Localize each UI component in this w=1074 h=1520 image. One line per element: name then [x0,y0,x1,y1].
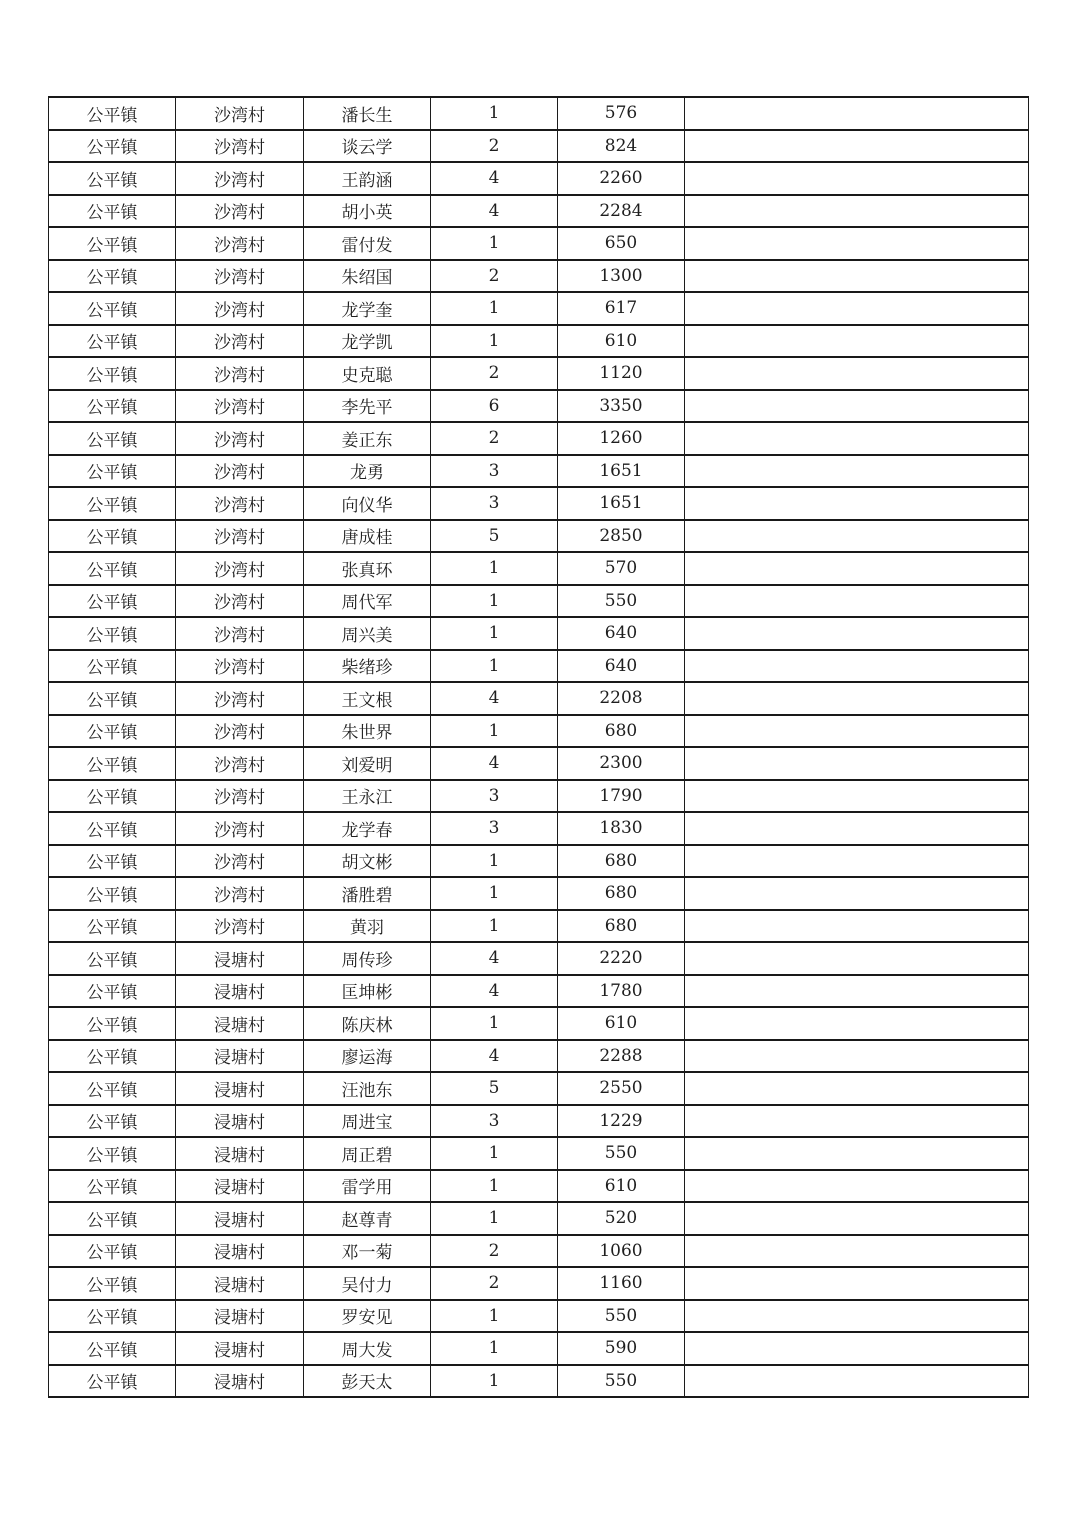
cell-name: 周正碧 [304,1137,431,1170]
cell-note [685,682,1029,715]
cell-town: 公平镇 [49,747,176,780]
cell-amount: 824 [558,130,685,163]
cell-note [685,975,1029,1008]
cell-village: 浸塘村 [176,1007,304,1040]
cell-note [685,585,1029,618]
cell-name: 王永江 [304,780,431,813]
cell-amount: 650 [558,227,685,260]
cell-name: 唐成桂 [304,520,431,553]
cell-count: 3 [431,455,558,488]
cell-amount: 550 [558,1300,685,1333]
cell-note [685,1332,1029,1365]
cell-count: 2 [431,260,558,293]
cell-name: 汪池东 [304,1072,431,1105]
cell-note [685,845,1029,878]
cell-village: 浸塘村 [176,1267,304,1300]
cell-count: 1 [431,1170,558,1203]
cell-note [685,520,1029,553]
table-row [49,780,1029,813]
cell-count: 3 [431,780,558,813]
cell-amount: 520 [558,1202,685,1235]
table-row [49,975,1029,1008]
cell-amount: 1830 [558,812,685,845]
cell-village: 浸塘村 [176,1202,304,1235]
cell-town: 公平镇 [49,520,176,553]
cell-name: 史克聪 [304,357,431,390]
cell-town: 公平镇 [49,260,176,293]
cell-name: 吴付力 [304,1267,431,1300]
cell-name: 李先平 [304,390,431,423]
cell-town: 公平镇 [49,1137,176,1170]
cell-town: 公平镇 [49,1332,176,1365]
cell-note [685,552,1029,585]
table-row [49,910,1029,943]
cell-amount: 590 [558,1332,685,1365]
table-row [49,1040,1029,1073]
cell-amount: 680 [558,845,685,878]
cell-village: 沙湾村 [176,682,304,715]
cell-count: 2 [431,357,558,390]
table-row [49,552,1029,585]
cell-name: 谈云学 [304,130,431,163]
table-row [49,585,1029,618]
cell-note [685,1365,1029,1398]
cell-town: 公平镇 [49,1105,176,1138]
table-row [49,1170,1029,1203]
cell-town: 公平镇 [49,715,176,748]
cell-name: 龙学春 [304,812,431,845]
table-row [49,1137,1029,1170]
cell-count: 3 [431,487,558,520]
cell-count: 4 [431,942,558,975]
cell-note [685,97,1029,130]
cell-village: 沙湾村 [176,715,304,748]
cell-town: 公平镇 [49,422,176,455]
cell-town: 公平镇 [49,97,176,130]
table-row [49,130,1029,163]
cell-village: 浸塘村 [176,1170,304,1203]
cell-town: 公平镇 [49,1300,176,1333]
cell-town: 公平镇 [49,325,176,358]
cell-amount: 640 [558,617,685,650]
table-row [49,390,1029,423]
table-row [49,1105,1029,1138]
cell-count: 1 [431,227,558,260]
cell-count: 1 [431,1007,558,1040]
cell-note [685,1007,1029,1040]
cell-town: 公平镇 [49,1235,176,1268]
cell-village: 沙湾村 [176,455,304,488]
cell-town: 公平镇 [49,1007,176,1040]
table-row [49,162,1029,195]
cell-count: 4 [431,1040,558,1073]
cell-note [685,780,1029,813]
cell-note [685,1300,1029,1333]
cell-name: 龙学奎 [304,292,431,325]
cell-name: 张真环 [304,552,431,585]
cell-count: 1 [431,97,558,130]
cell-name: 向仪华 [304,487,431,520]
cell-village: 浸塘村 [176,1300,304,1333]
cell-town: 公平镇 [49,357,176,390]
cell-note [685,715,1029,748]
cell-village: 沙湾村 [176,487,304,520]
table-row [49,715,1029,748]
cell-count: 5 [431,1072,558,1105]
cell-amount: 1120 [558,357,685,390]
table-row [49,422,1029,455]
cell-name: 胡文彬 [304,845,431,878]
cell-village: 浸塘村 [176,1105,304,1138]
cell-village: 沙湾村 [176,520,304,553]
cell-name: 廖运海 [304,1040,431,1073]
cell-town: 公平镇 [49,1040,176,1073]
cell-note [685,357,1029,390]
cell-town: 公平镇 [49,617,176,650]
cell-town: 公平镇 [49,390,176,423]
table-row [49,682,1029,715]
cell-amount: 2300 [558,747,685,780]
cell-name: 王文根 [304,682,431,715]
cell-name: 周大发 [304,1332,431,1365]
cell-note [685,130,1029,163]
cell-village: 沙湾村 [176,227,304,260]
cell-town: 公平镇 [49,877,176,910]
cell-amount: 1300 [558,260,685,293]
cell-count: 1 [431,1202,558,1235]
cell-village: 沙湾村 [176,325,304,358]
cell-count: 5 [431,520,558,553]
cell-town: 公平镇 [49,227,176,260]
table-row [49,292,1029,325]
cell-amount: 1651 [558,487,685,520]
cell-village: 沙湾村 [176,650,304,683]
cell-note [685,227,1029,260]
cell-name: 胡小英 [304,195,431,228]
records-table-body [49,97,1029,1397]
table-row [49,487,1029,520]
cell-note [685,1072,1029,1105]
table-row [49,357,1029,390]
cell-note [685,292,1029,325]
cell-village: 浸塘村 [176,1040,304,1073]
cell-amount: 2850 [558,520,685,553]
cell-town: 公平镇 [49,292,176,325]
cell-town: 公平镇 [49,845,176,878]
cell-count: 3 [431,1105,558,1138]
cell-note [685,650,1029,683]
cell-amount: 1229 [558,1105,685,1138]
cell-count: 2 [431,1267,558,1300]
cell-amount: 550 [558,1365,685,1398]
cell-note [685,942,1029,975]
cell-town: 公平镇 [49,455,176,488]
cell-name: 雷付发 [304,227,431,260]
cell-note [685,1267,1029,1300]
cell-name: 王韵涵 [304,162,431,195]
cell-town: 公平镇 [49,162,176,195]
cell-village: 沙湾村 [176,845,304,878]
cell-amount: 680 [558,715,685,748]
cell-name: 匡坤彬 [304,975,431,1008]
cell-name: 龙勇 [304,455,431,488]
cell-amount: 2284 [558,195,685,228]
cell-note [685,1105,1029,1138]
cell-note [685,1202,1029,1235]
table-row [49,325,1029,358]
cell-village: 沙湾村 [176,422,304,455]
cell-village: 浸塘村 [176,1072,304,1105]
cell-amount: 2208 [558,682,685,715]
cell-town: 公平镇 [49,942,176,975]
cell-amount: 1790 [558,780,685,813]
cell-village: 沙湾村 [176,552,304,585]
cell-note [685,487,1029,520]
cell-note [685,1040,1029,1073]
cell-count: 4 [431,162,558,195]
cell-amount: 1651 [558,455,685,488]
cell-town: 公平镇 [49,1170,176,1203]
cell-note [685,422,1029,455]
cell-town: 公平镇 [49,552,176,585]
cell-count: 1 [431,585,558,618]
cell-note [685,910,1029,943]
cell-count: 4 [431,747,558,780]
cell-count: 1 [431,715,558,748]
table-row [49,260,1029,293]
cell-town: 公平镇 [49,130,176,163]
table-row [49,1072,1029,1105]
cell-name: 周进宝 [304,1105,431,1138]
cell-village: 沙湾村 [176,585,304,618]
cell-village: 浸塘村 [176,1137,304,1170]
table-row [49,1267,1029,1300]
cell-count: 1 [431,845,558,878]
cell-village: 沙湾村 [176,97,304,130]
table-row [49,1007,1029,1040]
cell-amount: 2550 [558,1072,685,1105]
cell-name: 周兴美 [304,617,431,650]
cell-note [685,1137,1029,1170]
table-row [49,1202,1029,1235]
cell-name: 姜正东 [304,422,431,455]
cell-amount: 576 [558,97,685,130]
cell-amount: 2288 [558,1040,685,1073]
cell-village: 沙湾村 [176,390,304,423]
cell-town: 公平镇 [49,975,176,1008]
cell-amount: 2220 [558,942,685,975]
cell-amount: 2260 [558,162,685,195]
table-row [49,520,1029,553]
table-row [49,617,1029,650]
cell-village: 浸塘村 [176,975,304,1008]
cell-note [685,390,1029,423]
cell-village: 沙湾村 [176,617,304,650]
cell-town: 公平镇 [49,1365,176,1398]
cell-village: 沙湾村 [176,195,304,228]
cell-town: 公平镇 [49,195,176,228]
cell-count: 1 [431,552,558,585]
cell-note [685,260,1029,293]
cell-name: 朱世界 [304,715,431,748]
cell-village: 沙湾村 [176,812,304,845]
table-row [49,1332,1029,1365]
cell-village: 沙湾村 [176,910,304,943]
table-row [49,845,1029,878]
cell-amount: 640 [558,650,685,683]
cell-amount: 610 [558,1170,685,1203]
cell-amount: 680 [558,910,685,943]
table-row [49,650,1029,683]
cell-count: 2 [431,422,558,455]
cell-note [685,877,1029,910]
table-row [49,97,1029,130]
cell-count: 1 [431,617,558,650]
cell-count: 1 [431,877,558,910]
cell-count: 1 [431,1332,558,1365]
cell-village: 沙湾村 [176,747,304,780]
cell-village: 沙湾村 [176,292,304,325]
cell-town: 公平镇 [49,812,176,845]
cell-name: 雷学用 [304,1170,431,1203]
cell-village: 沙湾村 [176,877,304,910]
cell-amount: 570 [558,552,685,585]
cell-name: 朱绍国 [304,260,431,293]
cell-note [685,455,1029,488]
cell-name: 赵尊青 [304,1202,431,1235]
table-row [49,812,1029,845]
cell-town: 公平镇 [49,487,176,520]
cell-note [685,195,1029,228]
table-row [49,942,1029,975]
cell-name: 潘胜碧 [304,877,431,910]
cell-name: 龙学凯 [304,325,431,358]
cell-count: 4 [431,682,558,715]
cell-town: 公平镇 [49,780,176,813]
table-row [49,455,1029,488]
cell-amount: 617 [558,292,685,325]
cell-village: 浸塘村 [176,1235,304,1268]
cell-name: 潘长生 [304,97,431,130]
table-row [49,195,1029,228]
cell-amount: 1160 [558,1267,685,1300]
cell-village: 浸塘村 [176,1332,304,1365]
cell-name: 彭天太 [304,1365,431,1398]
cell-count: 1 [431,650,558,683]
cell-note [685,325,1029,358]
cell-village: 沙湾村 [176,162,304,195]
cell-amount: 680 [558,877,685,910]
table-row [49,1365,1029,1398]
cell-count: 1 [431,1365,558,1398]
table-row [49,1300,1029,1333]
cell-village: 沙湾村 [176,260,304,293]
cell-name: 柴绪珍 [304,650,431,683]
cell-name: 黄羽 [304,910,431,943]
cell-amount: 1780 [558,975,685,1008]
cell-count: 3 [431,812,558,845]
cell-amount: 1060 [558,1235,685,1268]
cell-amount: 550 [558,585,685,618]
cell-note [685,812,1029,845]
cell-village: 浸塘村 [176,942,304,975]
cell-count: 2 [431,1235,558,1268]
cell-count: 2 [431,130,558,163]
cell-village: 沙湾村 [176,780,304,813]
cell-amount: 550 [558,1137,685,1170]
cell-amount: 610 [558,325,685,358]
table-row [49,227,1029,260]
cell-count: 1 [431,910,558,943]
cell-count: 1 [431,292,558,325]
cell-name: 周代军 [304,585,431,618]
cell-amount: 1260 [558,422,685,455]
cell-town: 公平镇 [49,1072,176,1105]
cell-amount: 610 [558,1007,685,1040]
cell-town: 公平镇 [49,682,176,715]
table-row [49,877,1029,910]
cell-village: 沙湾村 [176,357,304,390]
table-row [49,1235,1029,1268]
cell-name: 周传珍 [304,942,431,975]
table-row [49,747,1029,780]
cell-count: 1 [431,1137,558,1170]
cell-village: 浸塘村 [176,1365,304,1398]
cell-town: 公平镇 [49,1202,176,1235]
cell-name: 邓一菊 [304,1235,431,1268]
cell-note [685,747,1029,780]
cell-town: 公平镇 [49,910,176,943]
cell-count: 1 [431,325,558,358]
records-table [48,96,1029,1398]
cell-note [685,162,1029,195]
cell-town: 公平镇 [49,1267,176,1300]
cell-town: 公平镇 [49,650,176,683]
cell-note [685,1235,1029,1268]
cell-amount: 3350 [558,390,685,423]
cell-count: 6 [431,390,558,423]
cell-count: 4 [431,975,558,1008]
cell-village: 沙湾村 [176,130,304,163]
cell-name: 陈庆林 [304,1007,431,1040]
cell-name: 罗安见 [304,1300,431,1333]
cell-town: 公平镇 [49,585,176,618]
cell-note [685,1170,1029,1203]
cell-note [685,617,1029,650]
cell-count: 1 [431,1300,558,1333]
cell-name: 刘爱明 [304,747,431,780]
cell-count: 4 [431,195,558,228]
